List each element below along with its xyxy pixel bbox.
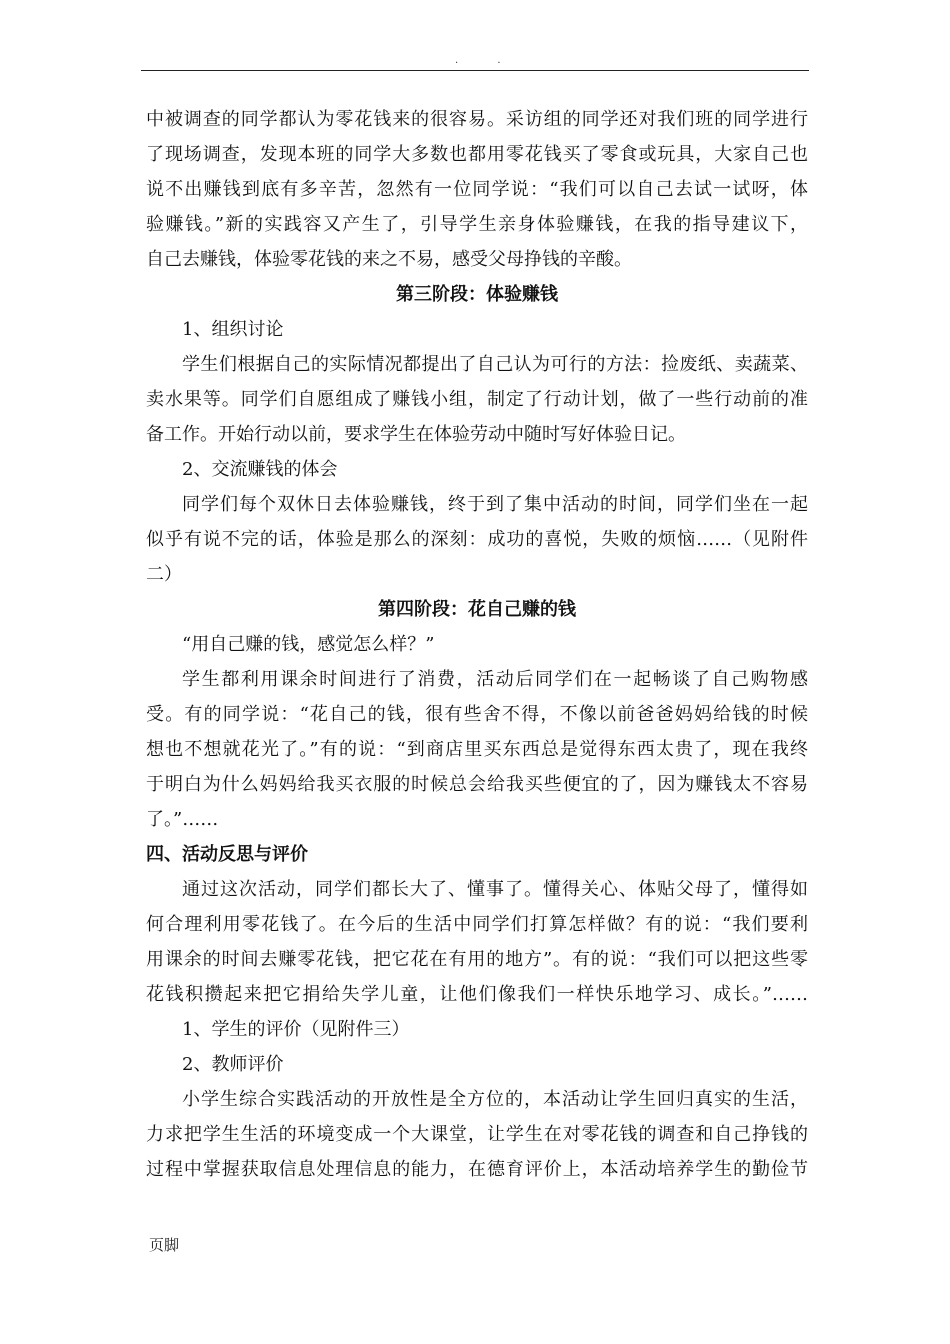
paragraph-line: 学生都利用课余时间进行了消费，活动后同学们在一起畅谈了自己购物感 xyxy=(182,669,808,690)
paragraph-line: 于明白为什么妈妈给我买衣服的时候总会给我买些便宜的了，因为赚钱太不容易 xyxy=(146,774,808,795)
list-item: 1、组织讨论 xyxy=(182,319,284,340)
stage4-heading: 第四阶段：花自己赚的钱 xyxy=(378,599,576,620)
paragraph-line: 自己去赚钱，体验零花钱的来之不易，感受父母挣钱的辛酸。 xyxy=(146,249,632,270)
paragraph-line: 通过这次活动，同学们都长大了、懂事了。懂得关心、体贴父母了，懂得如 xyxy=(182,879,808,900)
stage3-heading: 第三阶段：体验赚钱 xyxy=(396,284,558,305)
paragraph-line: 过程中掌握获取信息处理信息的能力，在德育评价上，本活动培养学生的勤俭节 xyxy=(146,1159,808,1180)
page-footer: 页脚 xyxy=(149,1236,180,1254)
paragraph-line: 受。有的同学说：“花自己的钱，很有些舍不得，不像以前爸爸妈妈给钱的时候 xyxy=(146,704,808,725)
paragraph-line: 说不出赚钱到底有多辛苦，忽然有一位同学说：“我们可以自己去试一试呀，体 xyxy=(146,179,808,200)
paragraph-line: 小学生综合实践活动的开放性是全方位的，本活动让学生回归真实的生活， xyxy=(182,1089,808,1110)
section4-heading: 四、活动反思与评价 xyxy=(146,844,308,865)
paragraph-line: 了。”…… xyxy=(146,809,219,830)
paragraph-line: 似乎有说不完的话，体验是那么的深刻：成功的喜悦，失败的烦恼……（见附件 xyxy=(146,529,808,550)
paragraph-line: 力求把学生生活的环境变成一个大课堂，让学生在对零花钱的调查和自己挣钱的 xyxy=(146,1124,808,1145)
paragraph-line: 用课余的时间去赚零花钱，把它花在有用的地方”。有的说：“我们可以把这些零 xyxy=(146,949,808,970)
paragraph-line: 了现场调查，发现本班的同学大多数也都用零花钱买了零食或玩具，大家自己也 xyxy=(146,144,808,165)
paragraph-line: 学生们根据自己的实际情况都提出了自己认为可行的方法：捡废纸、卖蔬菜、 xyxy=(182,354,808,375)
header-rule xyxy=(141,70,809,71)
list-item: 1、学生的评价（见附件三） xyxy=(182,1019,410,1040)
list-item: 2、教师评价 xyxy=(182,1054,284,1075)
paragraph-line: 何合理利用零花钱了。在今后的生活中同学们打算怎样做？有的说：“我们要利 xyxy=(146,914,808,935)
paragraph-line: 花钱积攒起来把它捐给失学儿童，让他们像我们一样快乐地学习、成长。”…… xyxy=(146,984,808,1005)
list-item: 2、交流赚钱的体会 xyxy=(182,459,338,480)
quote-line: “用自己赚的钱，感觉怎么样？” xyxy=(182,634,435,655)
paragraph-line: 中被调查的同学都认为零花钱来的很容易。采访组的同学还对我们班的同学进行 xyxy=(146,109,808,130)
paragraph-line: 备工作。开始行动以前，要求学生在体验劳动中随时写好体验日记。 xyxy=(146,424,686,445)
paragraph-line: 同学们每个双休日去体验赚钱，终于到了集中活动的时间，同学们坐在一起 xyxy=(182,494,808,515)
paragraph-line: 验赚钱。”新的实践容又产生了，引导学生亲身体验赚钱，在我的指导建议下， xyxy=(146,214,808,235)
header-dots: . . xyxy=(455,55,519,66)
paragraph-line: 二） xyxy=(146,564,182,585)
paragraph-line: 想也不想就花光了。”有的说：“到商店里买东西总是觉得东西太贵了，现在我终 xyxy=(146,739,808,760)
paragraph-line: 卖水果等。同学们自愿组成了赚钱小组，制定了行动计划，做了一些行动前的准 xyxy=(146,389,808,410)
document-body xyxy=(146,102,808,1187)
